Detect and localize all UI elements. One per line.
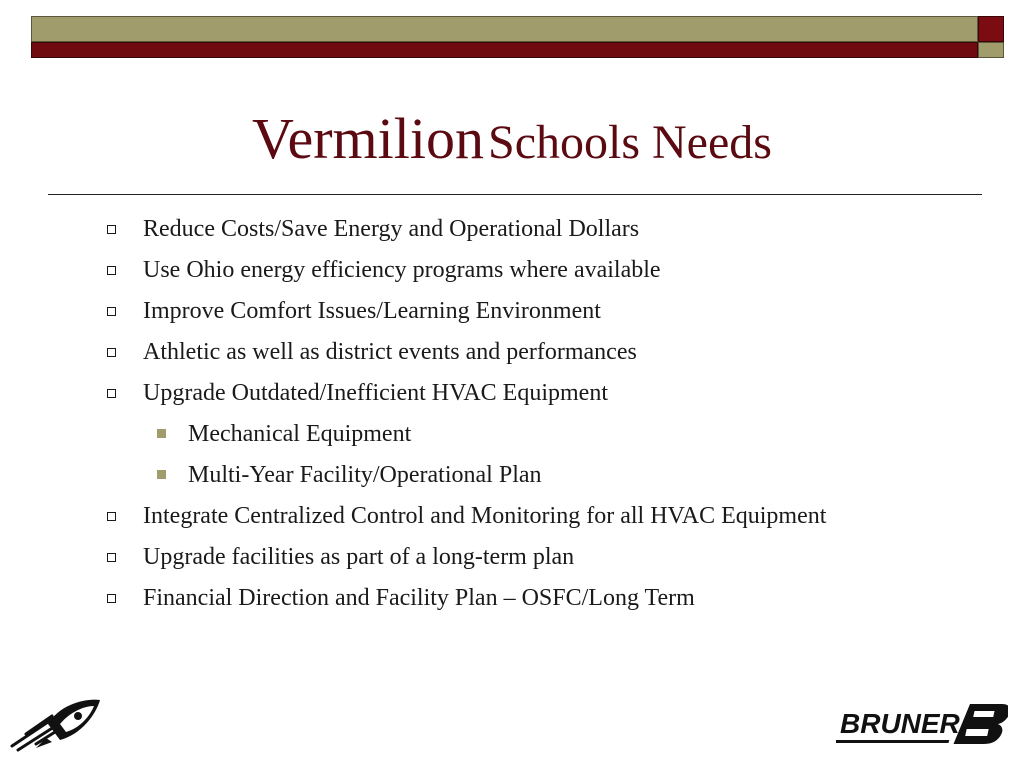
hollow-square-bullet-icon xyxy=(107,225,116,234)
bullet-item xyxy=(0,292,1024,333)
bruner-logo-icon xyxy=(836,700,1008,748)
hollow-square-bullet-icon xyxy=(107,594,116,603)
solid-square-bullet-icon xyxy=(157,429,166,438)
bullet-item xyxy=(0,538,1024,579)
bullet-list xyxy=(0,210,1024,620)
header-square-maroon xyxy=(978,16,1004,42)
hollow-square-bullet-icon xyxy=(107,266,116,275)
header-bar-maroon xyxy=(31,42,978,58)
bullet-item xyxy=(0,579,1024,620)
bullet-text: Upgrade Outdated/Inefficient HVAC Equipment xyxy=(143,380,608,406)
sub-bullet-item xyxy=(0,456,1024,497)
title-part-2: Schools Needs xyxy=(488,116,772,169)
hollow-square-bullet-icon xyxy=(107,512,116,521)
bullet-item xyxy=(0,333,1024,374)
slide-title xyxy=(0,106,1024,171)
bullet-text: Use Ohio energy efficiency programs where available xyxy=(143,257,661,283)
hollow-square-bullet-icon xyxy=(107,389,116,398)
bullet-text: Reduce Costs/Save Energy and Operational Dollars xyxy=(143,216,640,242)
bullet-text: Financial Direction and Facility Plan – OSFC/Long Term xyxy=(143,585,695,611)
title-divider xyxy=(48,194,982,195)
sub-bullet-text: Mechanical Equipment xyxy=(188,421,412,447)
header-bar-olive xyxy=(31,16,978,42)
solid-square-bullet-icon xyxy=(157,470,166,479)
rocket-swoosh-logo-icon xyxy=(8,694,104,752)
bruner-logo-text: BRUNER xyxy=(840,708,960,739)
header-square-olive xyxy=(978,42,1004,58)
hollow-square-bullet-icon xyxy=(107,307,116,316)
bullet-item xyxy=(0,374,1024,415)
bullet-text: Upgrade facilities as part of a long-term plan xyxy=(143,544,575,570)
sub-bullet-text: Multi-Year Facility/Operational Plan xyxy=(188,462,542,488)
hollow-square-bullet-icon xyxy=(107,348,116,357)
bullet-item xyxy=(0,210,1024,251)
title-part-1: Vermilion xyxy=(252,106,484,171)
hollow-square-bullet-icon xyxy=(107,553,116,562)
bullet-item xyxy=(0,497,1024,538)
sub-bullet-item xyxy=(0,415,1024,456)
bullet-text: Improve Comfort Issues/Learning Environment xyxy=(143,298,601,324)
bullet-item xyxy=(0,251,1024,292)
bullet-text: Athletic as well as district events and performances xyxy=(143,339,637,365)
bullet-text: Integrate Centralized Control and Monitoring for all HVAC Equipment xyxy=(143,503,827,529)
